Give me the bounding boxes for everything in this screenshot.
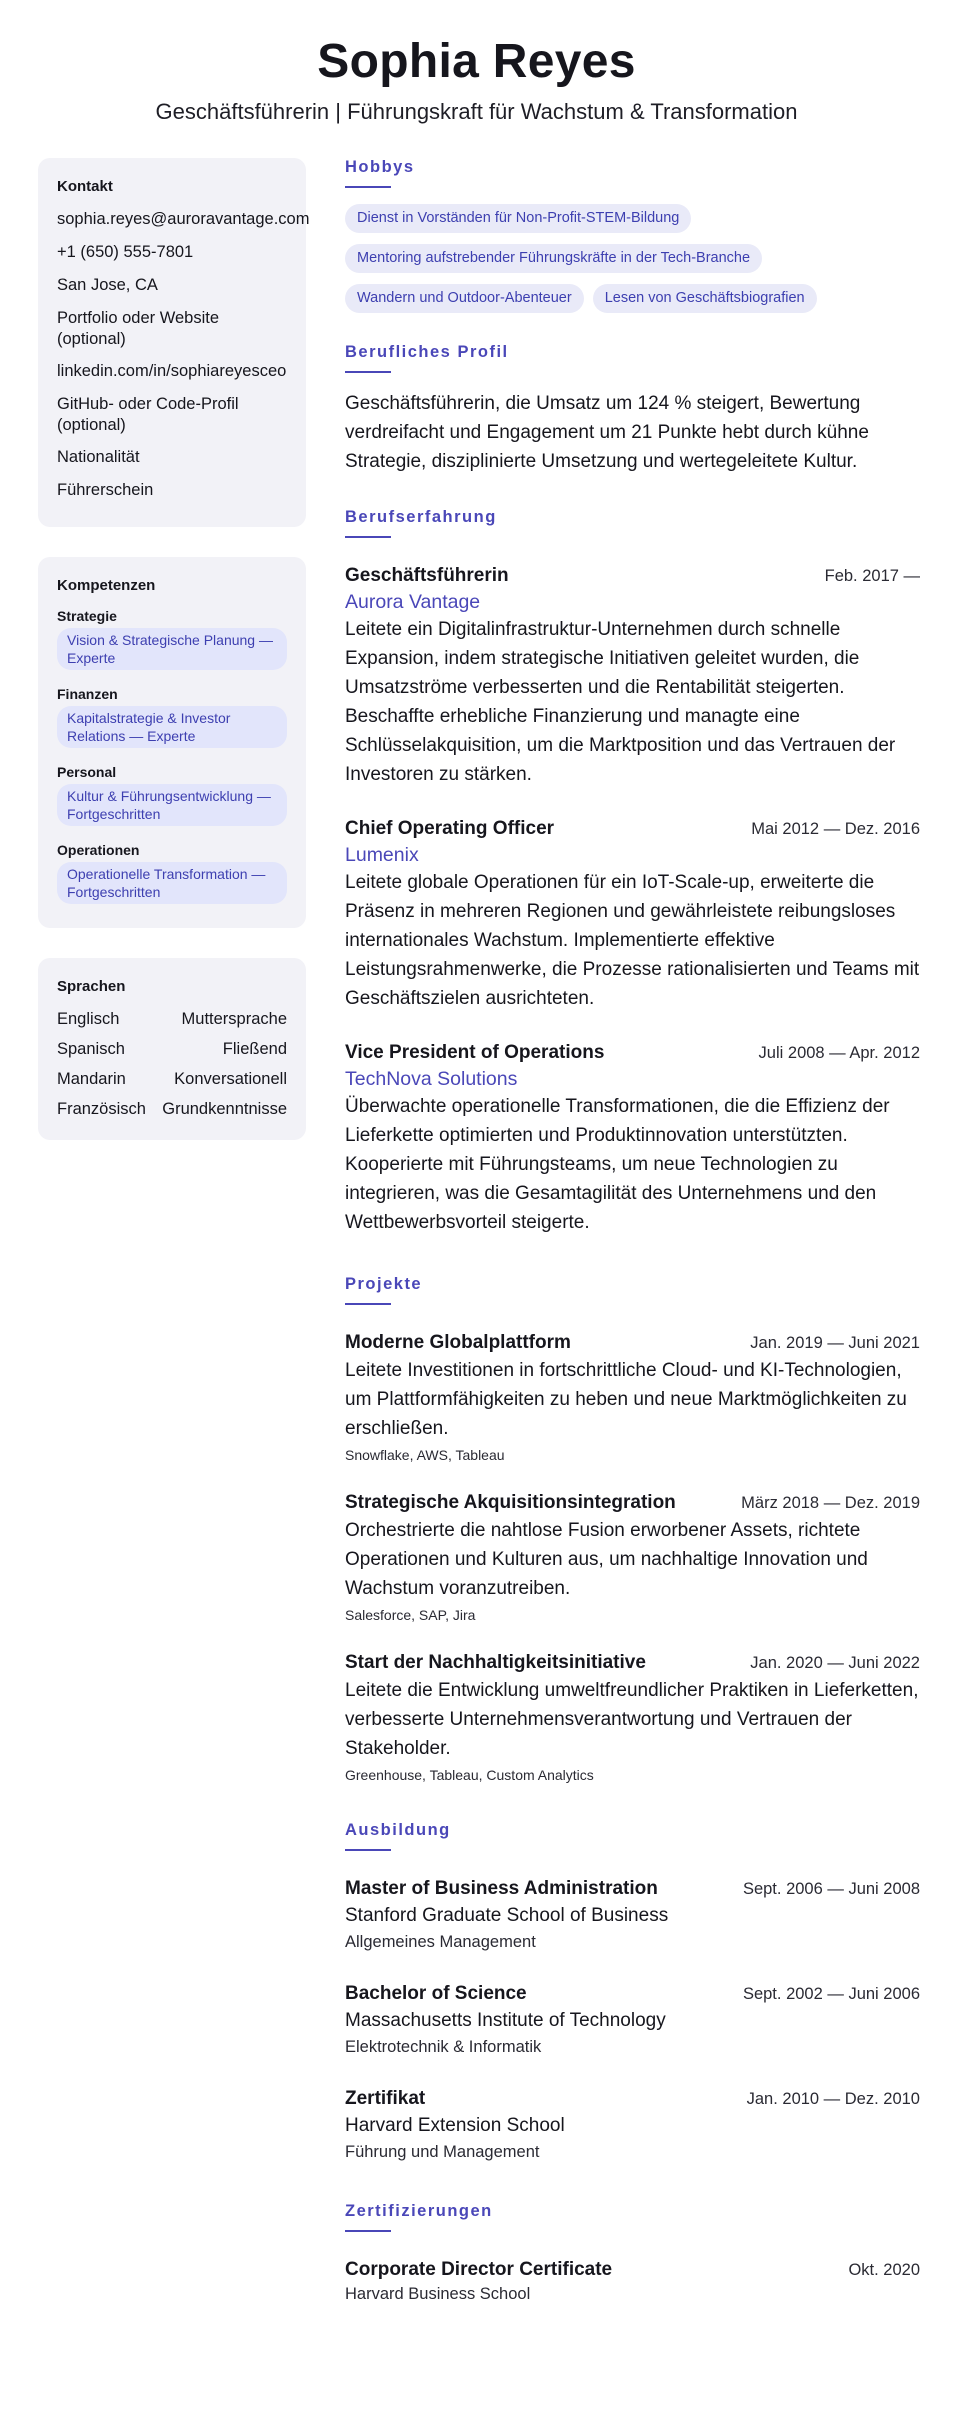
candidate-tagline: Geschäftsführerin | Führungskraft für Wachstum & Transformation — [155, 99, 798, 124]
experience-entry — [345, 562, 920, 789]
field-of-study: Führung und Management — [345, 2143, 540, 2161]
school-name: Stanford Graduate School of Business — [345, 1905, 669, 1926]
project-description: Orchestrierte die nahtlose Fusion erworbener Assets, richtete Operationen und Kulturen aus, um nachhaltige Innovation und Wachstum voranzutreiben. — [345, 1520, 868, 1599]
skill-pill: Operationelle Transformation — Fortgeschritten — [57, 862, 287, 904]
certification-name: Corporate Director Certificate — [345, 2259, 613, 2280]
education-entry — [345, 2085, 920, 2164]
project-date: Jan. 2020 — Juni 2022 — [750, 1654, 920, 1672]
section-title-profile: Berufliches Profil — [345, 343, 509, 361]
language-name: Englisch — [57, 1010, 120, 1028]
experience-section — [345, 508, 920, 1237]
skills-card — [38, 557, 306, 928]
job-date: Feb. 2017 — — [824, 567, 920, 585]
language-name: Spanisch — [57, 1040, 125, 1058]
certification-date: Okt. 2020 — [848, 2261, 920, 2279]
section-title-projects: Projekte — [345, 1275, 423, 1293]
language-row — [57, 1009, 287, 1030]
project-name: Start der Nachhaltigkeitsinitiative — [345, 1652, 646, 1673]
language-row — [57, 1039, 287, 1060]
job-date: Mai 2012 — Dez. 2016 — [751, 820, 920, 838]
degree-name: Zertifikat — [345, 2088, 426, 2109]
section-divider — [345, 2230, 391, 2232]
education-date: Jan. 2010 — Dez. 2010 — [746, 2090, 920, 2108]
job-title: Geschäftsführerin — [345, 565, 509, 586]
section-title-education: Ausbildung — [345, 1821, 451, 1839]
skill-group — [57, 764, 287, 826]
languages-card — [38, 958, 306, 1140]
project-tech: Greenhouse, Tableau, Custom Analytics — [345, 1767, 594, 1783]
skill-group — [57, 686, 287, 748]
project-tech: Snowflake, AWS, Tableau — [345, 1447, 505, 1463]
contact-portfolio[interactable]: Portfolio oder Website (optional) — [57, 309, 220, 348]
degree-name: Bachelor of Science — [345, 1983, 527, 2004]
profile-section — [345, 343, 920, 476]
certifications-section — [345, 2202, 920, 2305]
hobby-pill: Lesen von Geschäftsbiografien — [593, 284, 817, 313]
job-title: Vice President of Operations — [345, 1042, 605, 1063]
section-title-hobbies: Hobbys — [345, 158, 415, 176]
section-title-certifications: Zertifizierungen — [345, 2202, 493, 2220]
project-entry — [345, 1649, 920, 1783]
section-title-experience: Berufserfahrung — [345, 508, 497, 526]
language-level: Fließend — [222, 1040, 287, 1058]
education-section — [345, 1821, 920, 2164]
project-entry — [345, 1489, 920, 1623]
job-date: Juli 2008 — Apr. 2012 — [758, 1044, 920, 1062]
section-divider — [345, 371, 391, 373]
job-description: Leitete ein Digitalinfrastruktur-Unternehmen durch schnelle Expansion, indem strategische Initiativen geleitet wurden, die Umsatzströme verbesserten und die Rentabilität steigerten. Beschaffte erhebliche Finanzierung und managte eine Schlüsselakquisition, um die Marktposition und das Vertrauen der Investoren zu stärken. — [345, 619, 896, 785]
job-description: Leitete globale Operationen für ein IoT-Scale-up, erweiterte die Präsenz in mehreren Regionen und gewährleistete reibungsloses internationales Wachstum. Implementierte effektive Leistungsrahmenwerke, die Prozesse rationalisierten und Teams mit Geschäftszielen ausrichteten. — [345, 872, 920, 1009]
contact-location: San Jose, CA — [57, 276, 158, 294]
school-name: Harvard Extension School — [345, 2115, 565, 2136]
skills-title: Kompetenzen — [57, 577, 156, 594]
field-of-study: Elektrotechnik & Informatik — [345, 2038, 542, 2056]
language-name: Mandarin — [57, 1070, 126, 1088]
contact-license: Führerschein — [57, 481, 154, 499]
company-name: Lumenix — [345, 844, 419, 866]
hobby-pill: Wandern und Outdoor-Abenteuer — [345, 284, 584, 313]
project-description: Leitete die Entwicklung umweltfreundlicher Praktiken in Lieferketten, verbesserte Unternehmensverantwortung und Vertrauen der Stakeholder. — [345, 1680, 919, 1759]
language-level: Grundkenntnisse — [162, 1100, 287, 1118]
language-name: Französisch — [57, 1100, 146, 1118]
certification-entry — [345, 2256, 920, 2305]
skill-category: Personal — [57, 764, 117, 780]
job-description: Überwachte operationelle Transformationen, die die Effizienz der Lieferkette optimierten und Produktinnovation unterstützten. Kooperierte mit Führungsteams, um neue Technologien zu integrieren, was die Gesamtagilität des Unternehmens und den Wettbewerbsvorteil steigerte. — [345, 1096, 890, 1233]
education-date: Sept. 2006 — Juni 2008 — [742, 1880, 920, 1898]
projects-section — [345, 1275, 920, 1783]
hobbies-section — [345, 158, 920, 313]
skill-pill: Kapitalstrategie & Investor Relations — Experte — [57, 706, 287, 748]
project-date: Jan. 2019 — Juni 2021 — [750, 1334, 920, 1352]
language-level: Konversationell — [174, 1070, 287, 1088]
project-description: Leitete Investitionen in fortschrittliche Cloud- und KI-Technologien, um Plattformfähigkeiten zu heben und neue Marktmöglichkeiten zu erschließen. — [345, 1360, 907, 1439]
skill-group — [57, 608, 287, 670]
main-content — [345, 158, 920, 2331]
hobby-list — [345, 204, 920, 313]
project-name: Strategische Akquisitionsintegration — [345, 1492, 676, 1513]
field-of-study: Allgemeines Management — [345, 1933, 536, 1951]
degree-name: Master of Business Administration — [345, 1878, 658, 1899]
section-divider — [345, 186, 391, 188]
resume-header — [0, 0, 953, 126]
education-entry — [345, 1875, 920, 1954]
project-entry — [345, 1329, 920, 1463]
skill-group — [57, 842, 287, 904]
project-tech: Salesforce, SAP, Jira — [345, 1607, 476, 1623]
section-divider — [345, 1849, 391, 1851]
company-name: TechNova Solutions — [345, 1068, 518, 1090]
project-date: März 2018 — Dez. 2019 — [741, 1494, 920, 1512]
language-level: Muttersprache — [181, 1010, 287, 1028]
education-date: Sept. 2002 — Juni 2006 — [742, 1985, 920, 2003]
skill-category: Strategie — [57, 608, 117, 624]
company-name: Aurora Vantage — [345, 591, 481, 613]
skill-pill: Vision & Strategische Planung — Experte — [57, 628, 287, 670]
contact-phone[interactable]: +1 (650) 555-7801 — [57, 243, 194, 261]
section-divider — [345, 536, 391, 538]
contact-email[interactable]: sophia.reyes@auroravantage.com — [57, 210, 310, 228]
contact-github[interactable]: GitHub- oder Code-Profil (optional) — [57, 395, 239, 434]
project-name: Moderne Globalplattform — [345, 1332, 571, 1353]
contact-linkedin[interactable]: linkedin.com/in/sophiareyesceo — [57, 362, 287, 380]
profile-summary: Geschäftsführerin, die Umsatz um 124 % steigert, Bewertung verdreifacht und Engagement um 21 Punkte hebt durch kühne Strategie, disziplinierte Umsetzung und wertegeleitete Kultur. — [345, 393, 869, 472]
section-divider — [345, 1303, 391, 1305]
school-name: Massachusetts Institute of Technology — [345, 2010, 666, 2031]
language-row — [57, 1069, 287, 1090]
contact-card — [38, 158, 310, 527]
experience-entry — [345, 815, 920, 1013]
hobby-pill: Dienst in Vorständen für Non-Profit-STEM-Bildung — [345, 204, 691, 233]
language-row — [57, 1099, 287, 1120]
languages-title: Sprachen — [57, 978, 126, 995]
skill-category: Operationen — [57, 842, 140, 858]
contact-title: Kontakt — [57, 178, 113, 195]
experience-entry — [345, 1039, 920, 1237]
hobby-pill: Mentoring aufstrebender Führungskräfte in der Tech-Branche — [345, 244, 762, 273]
skill-pill: Kultur & Führungsentwicklung — Fortgeschritten — [57, 784, 287, 826]
certification-issuer: Harvard Business School — [345, 2285, 531, 2303]
sidebar — [38, 158, 310, 1170]
candidate-name: Sophia Reyes — [317, 35, 636, 88]
education-entry — [345, 1980, 920, 2059]
skill-category: Finanzen — [57, 686, 118, 702]
contact-nationality: Nationalität — [57, 448, 140, 466]
job-title: Chief Operating Officer — [345, 818, 555, 839]
